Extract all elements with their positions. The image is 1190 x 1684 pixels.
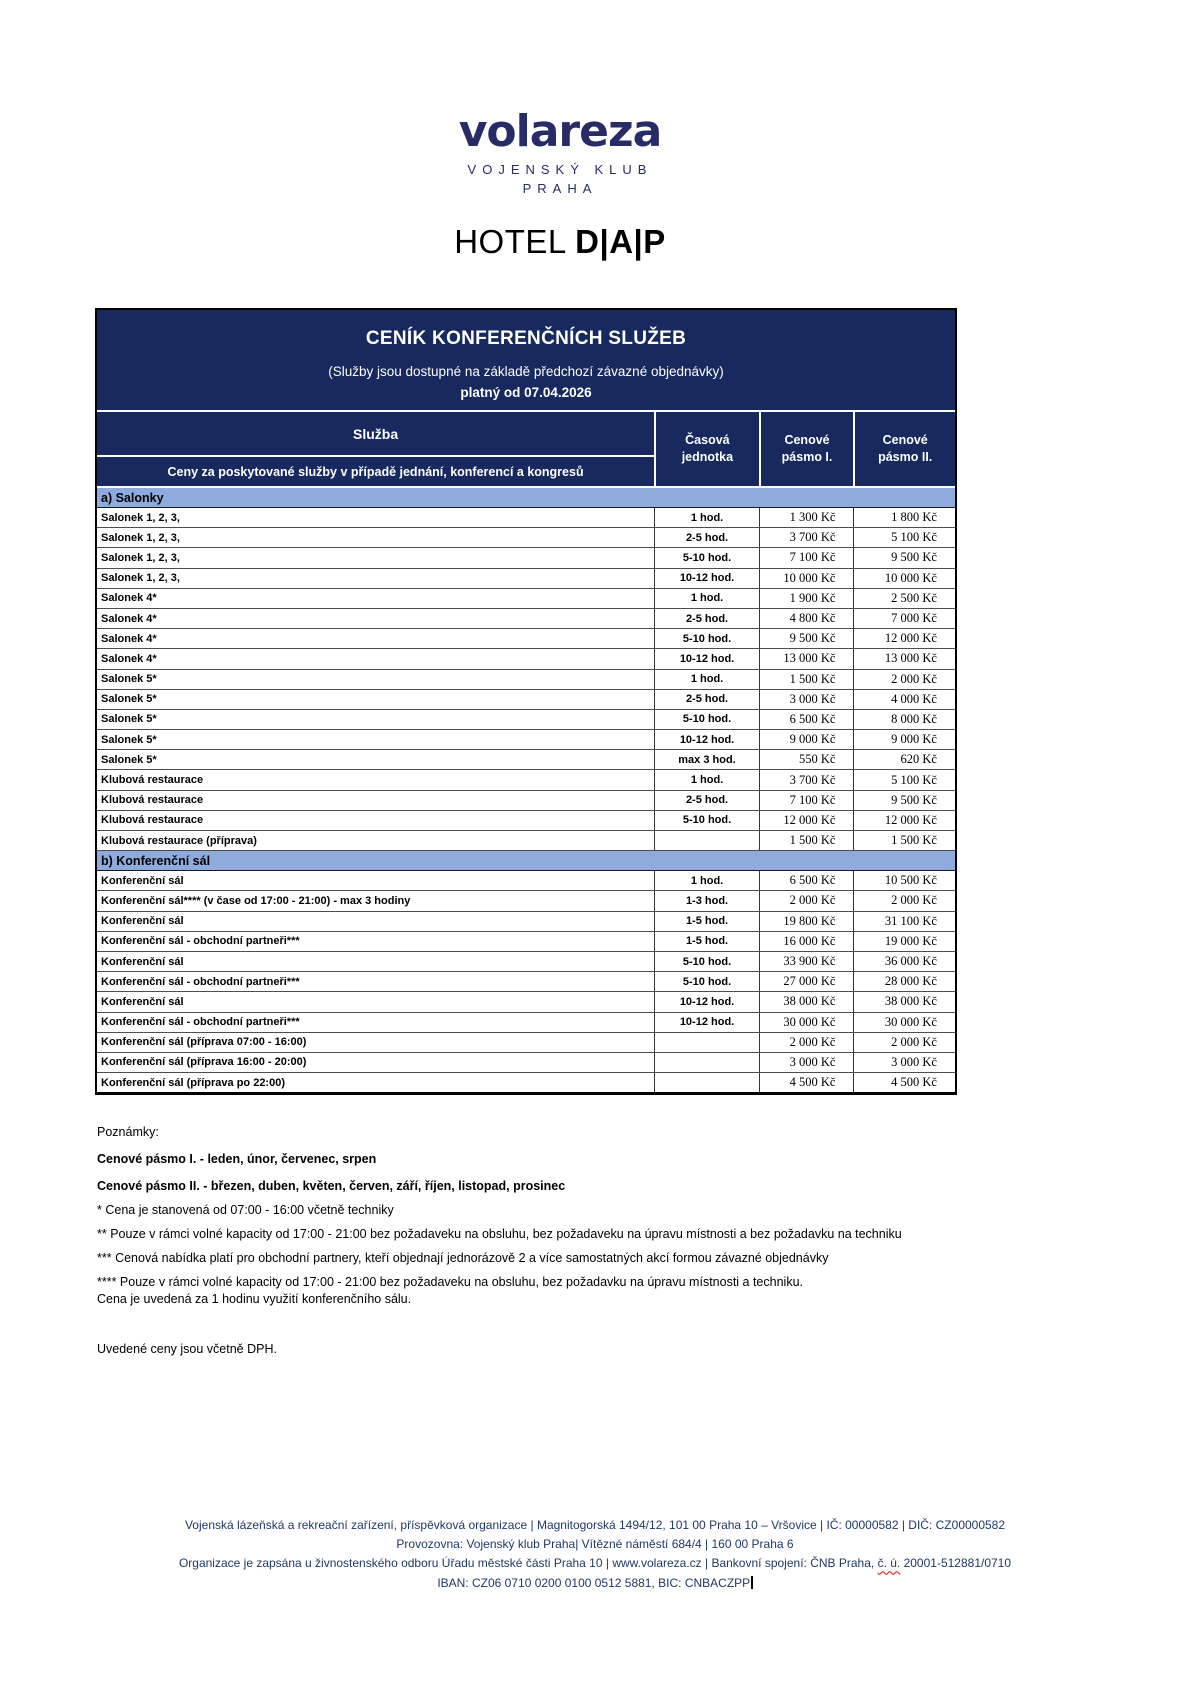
table-row <box>97 629 955 649</box>
cell-price-zone-1: 1 500 Kč <box>759 831 854 850</box>
cell-time-unit <box>654 1053 758 1072</box>
cell-time-unit: 5-10 hod. <box>654 972 758 991</box>
cell-price-zone-1: 9 000 Kč <box>759 730 854 749</box>
cell-service: Salonek 1, 2, 3, <box>101 531 180 544</box>
cell-price-zone-2: 31 100 Kč <box>853 912 955 931</box>
cell-service: Konferenční sál (příprava 07:00 - 16:00) <box>101 1036 307 1049</box>
cell-time-unit <box>654 1073 758 1092</box>
table-row <box>97 710 955 730</box>
cell-price-zone-1: 2 000 Kč <box>759 891 854 910</box>
cell-price-zone-2: 4 500 Kč <box>853 1073 955 1092</box>
table-row <box>97 569 955 589</box>
cell-service: Salonek 5* <box>101 733 157 746</box>
table-row <box>97 770 955 790</box>
cell-price-zone-2: 5 100 Kč <box>853 770 955 789</box>
cell-service: Salonek 1, 2, 3, <box>101 572 180 585</box>
cell-price-zone-2: 10 500 Kč <box>853 871 955 890</box>
column-header-time-unit: Časová jednotka <box>654 412 759 486</box>
note-star-4-continued: Cena je uvedená za 1 hodinu využití konferenčního sálu. <box>97 1292 412 1306</box>
table-subtitle: (Služby jsou dostupné na základě předchozí závazné objednávky) <box>328 364 724 379</box>
column-header-price-zone-1: Cenové pásmo I. <box>759 412 854 486</box>
cell-price-zone-1: 33 900 Kč <box>759 952 854 971</box>
table-row <box>97 831 955 851</box>
note-price-zone-2: Cenové pásmo II. - březen, duben, květen, červen, září, říjen, listopad, prosinec <box>97 1179 566 1193</box>
table-row <box>97 548 955 568</box>
hotel-title-prefix: HOTEL <box>454 223 566 260</box>
cell-price-zone-2: 4 000 Kč <box>853 690 955 709</box>
cell-time-unit: 2-5 hod. <box>654 609 758 628</box>
cell-service: Salonek 4* <box>101 592 157 605</box>
cell-time-unit: 2-5 hod. <box>654 791 758 810</box>
cell-price-zone-1: 4 500 Kč <box>759 1073 854 1092</box>
cell-price-zone-2: 3 000 Kč <box>853 1053 955 1072</box>
cell-service: Konferenční sál <box>101 995 184 1008</box>
cell-price-zone-1: 7 100 Kč <box>759 548 854 567</box>
cell-service: Salonek 4* <box>101 612 157 625</box>
cell-price-zone-2: 13 000 Kč <box>853 649 955 668</box>
cell-price-zone-2: 5 100 Kč <box>853 528 955 547</box>
table-row <box>97 992 955 1012</box>
cell-price-zone-2: 10 000 Kč <box>853 569 955 588</box>
table-row <box>97 508 955 528</box>
cell-time-unit: 1-5 hod. <box>654 932 758 951</box>
cell-service: Konferenční sál (příprava 16:00 - 20:00) <box>101 1056 307 1069</box>
cell-time-unit: 5-10 hod. <box>654 548 758 567</box>
note-price-zone-1: Cenové pásmo I. - leden, únor, červenec, srpen <box>97 1152 377 1166</box>
cell-service: Klubová restaurace <box>101 774 204 787</box>
column-header-service-label: Služba <box>97 412 654 457</box>
table-row <box>97 932 955 952</box>
cell-price-zone-2: 12 000 Kč <box>853 811 955 830</box>
table-title-band <box>97 310 955 410</box>
cell-price-zone-2: 9 500 Kč <box>853 791 955 810</box>
note-star-2: ** Pouze v rámci volné kapacity od 17:00 - 21:00 bez požadaveku na obsluhu, bez požadaveku na úpravu místnosti a bez požadavku na techniku <box>97 1227 902 1241</box>
cell-time-unit: 1 hod. <box>654 589 758 608</box>
footer-line-3: Organizace je zapsána u živnostenského odboru Úřadu městské části Praha 10 | www.volareza.cz | Bankovní spojení: ČNB Praha, č. ú. 20001-512881/0710 <box>178 1556 1012 1571</box>
cell-service: Konferenční sál - obchodní partneři*** <box>101 1016 300 1029</box>
logo-subtitle: VOJENSKÝ KLUB <box>467 162 653 177</box>
cell-service: Klubová restaurace (příprava) <box>101 834 257 847</box>
table-row <box>97 528 955 548</box>
table-row <box>97 1013 955 1033</box>
hotel-title <box>60 223 1060 261</box>
table-row <box>97 891 955 911</box>
table-row <box>97 972 955 992</box>
cell-price-zone-1: 1 300 Kč <box>759 508 854 527</box>
cell-price-zone-1: 30 000 Kč <box>759 1013 854 1032</box>
document-header <box>60 106 1060 261</box>
cell-price-zone-1: 1 500 Kč <box>759 670 854 689</box>
cell-service: Konferenční sál (příprava po 22:00) <box>101 1076 285 1089</box>
cell-price-zone-2: 19 000 Kč <box>853 932 955 951</box>
cell-service: Konferenční sál - obchodní partneři*** <box>101 935 300 948</box>
cell-price-zone-1: 550 Kč <box>759 750 854 769</box>
table-title: CENÍK KONFERENČNÍCH SLUŽEB <box>365 328 687 349</box>
cell-time-unit: 5-10 hod. <box>654 811 758 830</box>
cell-price-zone-2: 30 000 Kč <box>853 1013 955 1032</box>
cell-price-zone-2: 9 500 Kč <box>853 548 955 567</box>
volareza-logo: volareza <box>458 106 662 157</box>
table-row <box>97 871 955 891</box>
cell-service: Salonek 1, 2, 3, <box>101 511 180 524</box>
note-star-1: * Cena je stanovená od 07:00 - 16:00 včetně techniky <box>97 1203 394 1217</box>
cell-time-unit: 5-10 hod. <box>654 710 758 729</box>
cell-time-unit: 1 hod. <box>654 508 758 527</box>
cell-price-zone-1: 6 500 Kč <box>759 871 854 890</box>
cell-price-zone-1: 3 700 Kč <box>759 528 854 547</box>
spellcheck-underline: č. ú. <box>877 1556 901 1571</box>
cell-time-unit: 1-3 hod. <box>654 891 758 910</box>
cell-service: Konferenční sál**** (v čase od 17:00 - 21:00) - max 3 hodiny <box>101 894 411 907</box>
cell-service: Konferenční sál <box>101 915 184 928</box>
cell-time-unit: 10-12 hod. <box>654 569 758 588</box>
cell-price-zone-2: 2 000 Kč <box>853 1033 955 1052</box>
cell-price-zone-2: 2 500 Kč <box>853 589 955 608</box>
cell-time-unit: 1 hod. <box>654 770 758 789</box>
cell-price-zone-1: 9 500 Kč <box>759 629 854 648</box>
table-row <box>97 811 955 831</box>
cell-price-zone-1: 3 000 Kč <box>759 1053 854 1072</box>
cell-time-unit: 2-5 hod. <box>654 528 758 547</box>
cell-service: Salonek 5* <box>101 713 157 726</box>
table-row <box>97 1073 955 1092</box>
column-header-service-sub: Ceny za poskytované služby v případě jednání, konferencí a kongresů <box>167 464 584 479</box>
logo-city: PRAHA <box>522 181 598 196</box>
cell-price-zone-1: 6 500 Kč <box>759 710 854 729</box>
cell-price-zone-2: 1 800 Kč <box>853 508 955 527</box>
table-row <box>97 791 955 811</box>
table-row <box>97 609 955 629</box>
notes-section <box>97 1125 1097 1356</box>
cell-price-zone-1: 2 000 Kč <box>759 1033 854 1052</box>
cell-time-unit <box>654 1033 758 1052</box>
cell-price-zone-2: 8 000 Kč <box>853 710 955 729</box>
cell-price-zone-1: 16 000 Kč <box>759 932 854 951</box>
document-footer <box>0 1516 1190 1593</box>
cell-price-zone-1: 13 000 Kč <box>759 649 854 668</box>
table-row <box>97 690 955 710</box>
table-row <box>97 730 955 750</box>
cell-price-zone-2: 28 000 Kč <box>853 972 955 991</box>
column-header-service <box>97 412 654 486</box>
cell-price-zone-1: 12 000 Kč <box>759 811 854 830</box>
table-row <box>97 1033 955 1053</box>
cell-time-unit <box>654 831 758 850</box>
cell-price-zone-2: 9 000 Kč <box>853 730 955 749</box>
cell-service: Salonek 1, 2, 3, <box>101 551 180 564</box>
cell-time-unit: max 3 hod. <box>654 750 758 769</box>
footer-line-2: Provozovna: Vojenský klub Praha| Vítězné náměstí 684/4 | 160 00 Praha 6 <box>396 1537 794 1552</box>
cell-price-zone-2: 1 500 Kč <box>853 831 955 850</box>
table-row <box>97 649 955 669</box>
cell-time-unit: 5-10 hod. <box>654 629 758 648</box>
note-star-3: *** Cenová nabídka platí pro obchodní partnery, kteří objednají jednorázově 2 a více samostatných akcí formou závazné objednávky <box>97 1251 829 1265</box>
section-header: a) Salonky <box>97 488 955 508</box>
cell-time-unit: 10-12 hod. <box>654 992 758 1011</box>
table-row <box>97 912 955 932</box>
cell-price-zone-1: 27 000 Kč <box>759 972 854 991</box>
cell-price-zone-2: 36 000 Kč <box>853 952 955 971</box>
cell-price-zone-2: 38 000 Kč <box>853 992 955 1011</box>
cell-price-zone-2: 12 000 Kč <box>853 629 955 648</box>
cell-service: Salonek 5* <box>101 693 157 706</box>
note-star-4: **** Pouze v rámci volné kapacity od 17:00 - 21:00 bez požadaveku na obsluhu, bez požadavku na úpravu místnosti a techniku. <box>97 1275 803 1289</box>
cell-price-zone-2: 620 Kč <box>853 750 955 769</box>
cell-price-zone-1: 4 800 Kč <box>759 609 854 628</box>
table-header-row <box>97 410 955 488</box>
cell-price-zone-2: 2 000 Kč <box>853 891 955 910</box>
notes-heading: Poznámky: <box>97 1125 159 1139</box>
cell-price-zone-1: 38 000 Kč <box>759 992 854 1011</box>
cell-time-unit: 5-10 hod. <box>654 952 758 971</box>
table-row <box>97 952 955 972</box>
cell-service: Konferenční sál <box>101 874 184 887</box>
footer-line-1: Vojenská lázeňská a rekreační zařízení, příspěvková organizace | Magnitogorská 1494/12, 101 00 Praha 10 – Vršovice | IČ: 00000582 | DIČ: CZ00000582 <box>184 1518 1006 1532</box>
table-row <box>97 1053 955 1073</box>
cell-service: Konferenční sál - obchodní partneři*** <box>101 975 300 988</box>
footer-line-4: IBAN: CZ06 0710 0200 0100 0512 5881, BIC: CNBACZPP <box>0 1574 1190 1593</box>
table-valid-from: platný od 07.04.2026 <box>460 385 592 400</box>
table-row <box>97 589 955 609</box>
column-header-price-zone-2: Cenové pásmo II. <box>853 412 955 486</box>
text-cursor <box>751 1576 753 1589</box>
table-row <box>97 750 955 770</box>
cell-time-unit: 10-12 hod. <box>654 730 758 749</box>
cell-time-unit: 2-5 hod. <box>654 690 758 709</box>
cell-time-unit: 1 hod. <box>654 670 758 689</box>
cell-price-zone-2: 7 000 Kč <box>853 609 955 628</box>
cell-service: Salonek 5* <box>101 753 157 766</box>
cell-price-zone-2: 2 000 Kč <box>853 670 955 689</box>
section-header: b) Konferenční sál <box>97 851 955 871</box>
table-row <box>97 670 955 690</box>
cell-time-unit: 1 hod. <box>654 871 758 890</box>
price-table <box>95 308 957 1095</box>
cell-service: Konferenční sál <box>101 955 184 968</box>
cell-time-unit: 10-12 hod. <box>654 1013 758 1032</box>
price-table-body <box>97 488 955 1092</box>
cell-service: Salonek 4* <box>101 632 157 645</box>
cell-price-zone-1: 3 000 Kč <box>759 690 854 709</box>
cell-service: Klubová restaurace <box>101 814 204 827</box>
cell-service: Salonek 4* <box>101 652 157 665</box>
cell-time-unit: 1-5 hod. <box>654 912 758 931</box>
cell-price-zone-1: 1 900 Kč <box>759 589 854 608</box>
cell-price-zone-1: 7 100 Kč <box>759 791 854 810</box>
note-vat: Uvedené ceny jsou včetně DPH. <box>97 1342 277 1356</box>
cell-service: Klubová restaurace <box>101 794 204 807</box>
cell-price-zone-1: 3 700 Kč <box>759 770 854 789</box>
cell-service: Salonek 5* <box>101 673 157 686</box>
cell-time-unit: 10-12 hod. <box>654 649 758 668</box>
cell-price-zone-1: 10 000 Kč <box>759 569 854 588</box>
cell-price-zone-1: 19 800 Kč <box>759 912 854 931</box>
hotel-title-name: D|A|P <box>575 223 666 260</box>
